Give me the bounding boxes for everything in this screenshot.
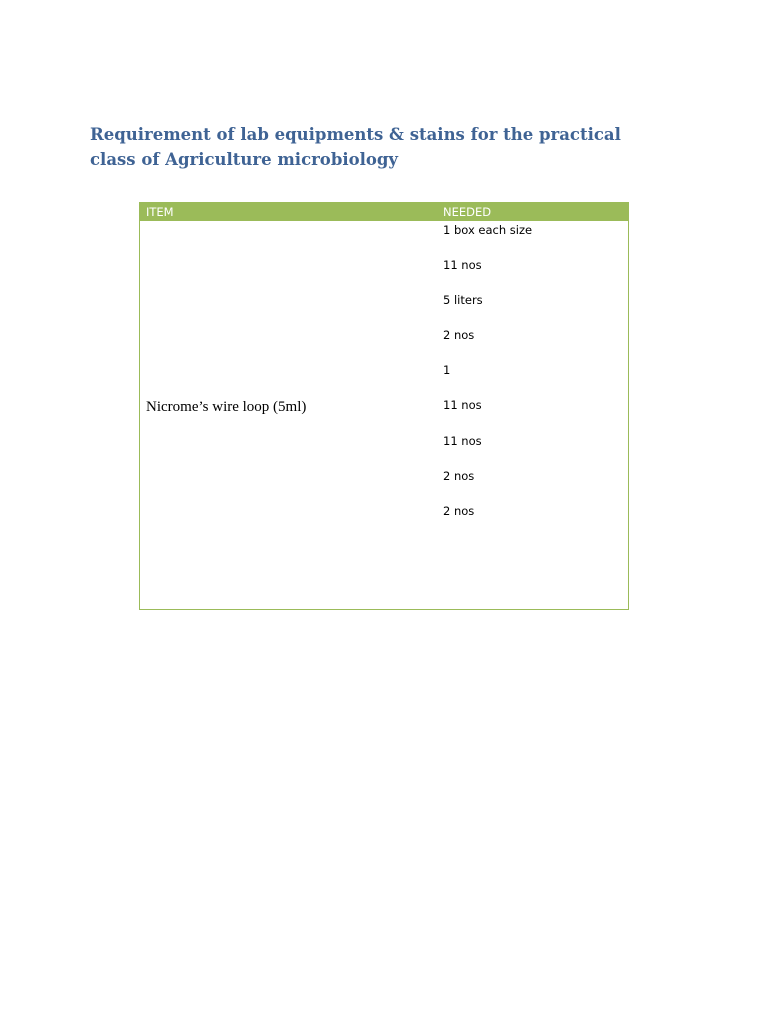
needed-value: 2 nos bbox=[443, 328, 475, 343]
needed-value: 5 liters bbox=[443, 293, 483, 308]
needed-column bbox=[443, 222, 532, 538]
needed-value: 1 bbox=[443, 363, 451, 378]
requirements-table bbox=[139, 202, 629, 610]
needed-value: 1 box each size bbox=[443, 223, 533, 237]
needed-value: 2 nos bbox=[443, 468, 475, 483]
table-header-row bbox=[140, 203, 628, 221]
needed-value: 11 nos bbox=[443, 433, 482, 448]
item-cell: Nicrome’s wire loop (5ml) bbox=[146, 399, 307, 415]
needed-value: 11 nos bbox=[443, 258, 482, 273]
needed-column-header: NEEDED bbox=[443, 205, 492, 219]
needed-value: 2 nos bbox=[443, 503, 475, 518]
document-title: Requirement of lab equipments & stains for the practical class of Agriculture microbiology bbox=[90, 125, 621, 169]
item-column-header: ITEM bbox=[146, 205, 174, 219]
needed-value: 11 nos bbox=[443, 398, 482, 413]
